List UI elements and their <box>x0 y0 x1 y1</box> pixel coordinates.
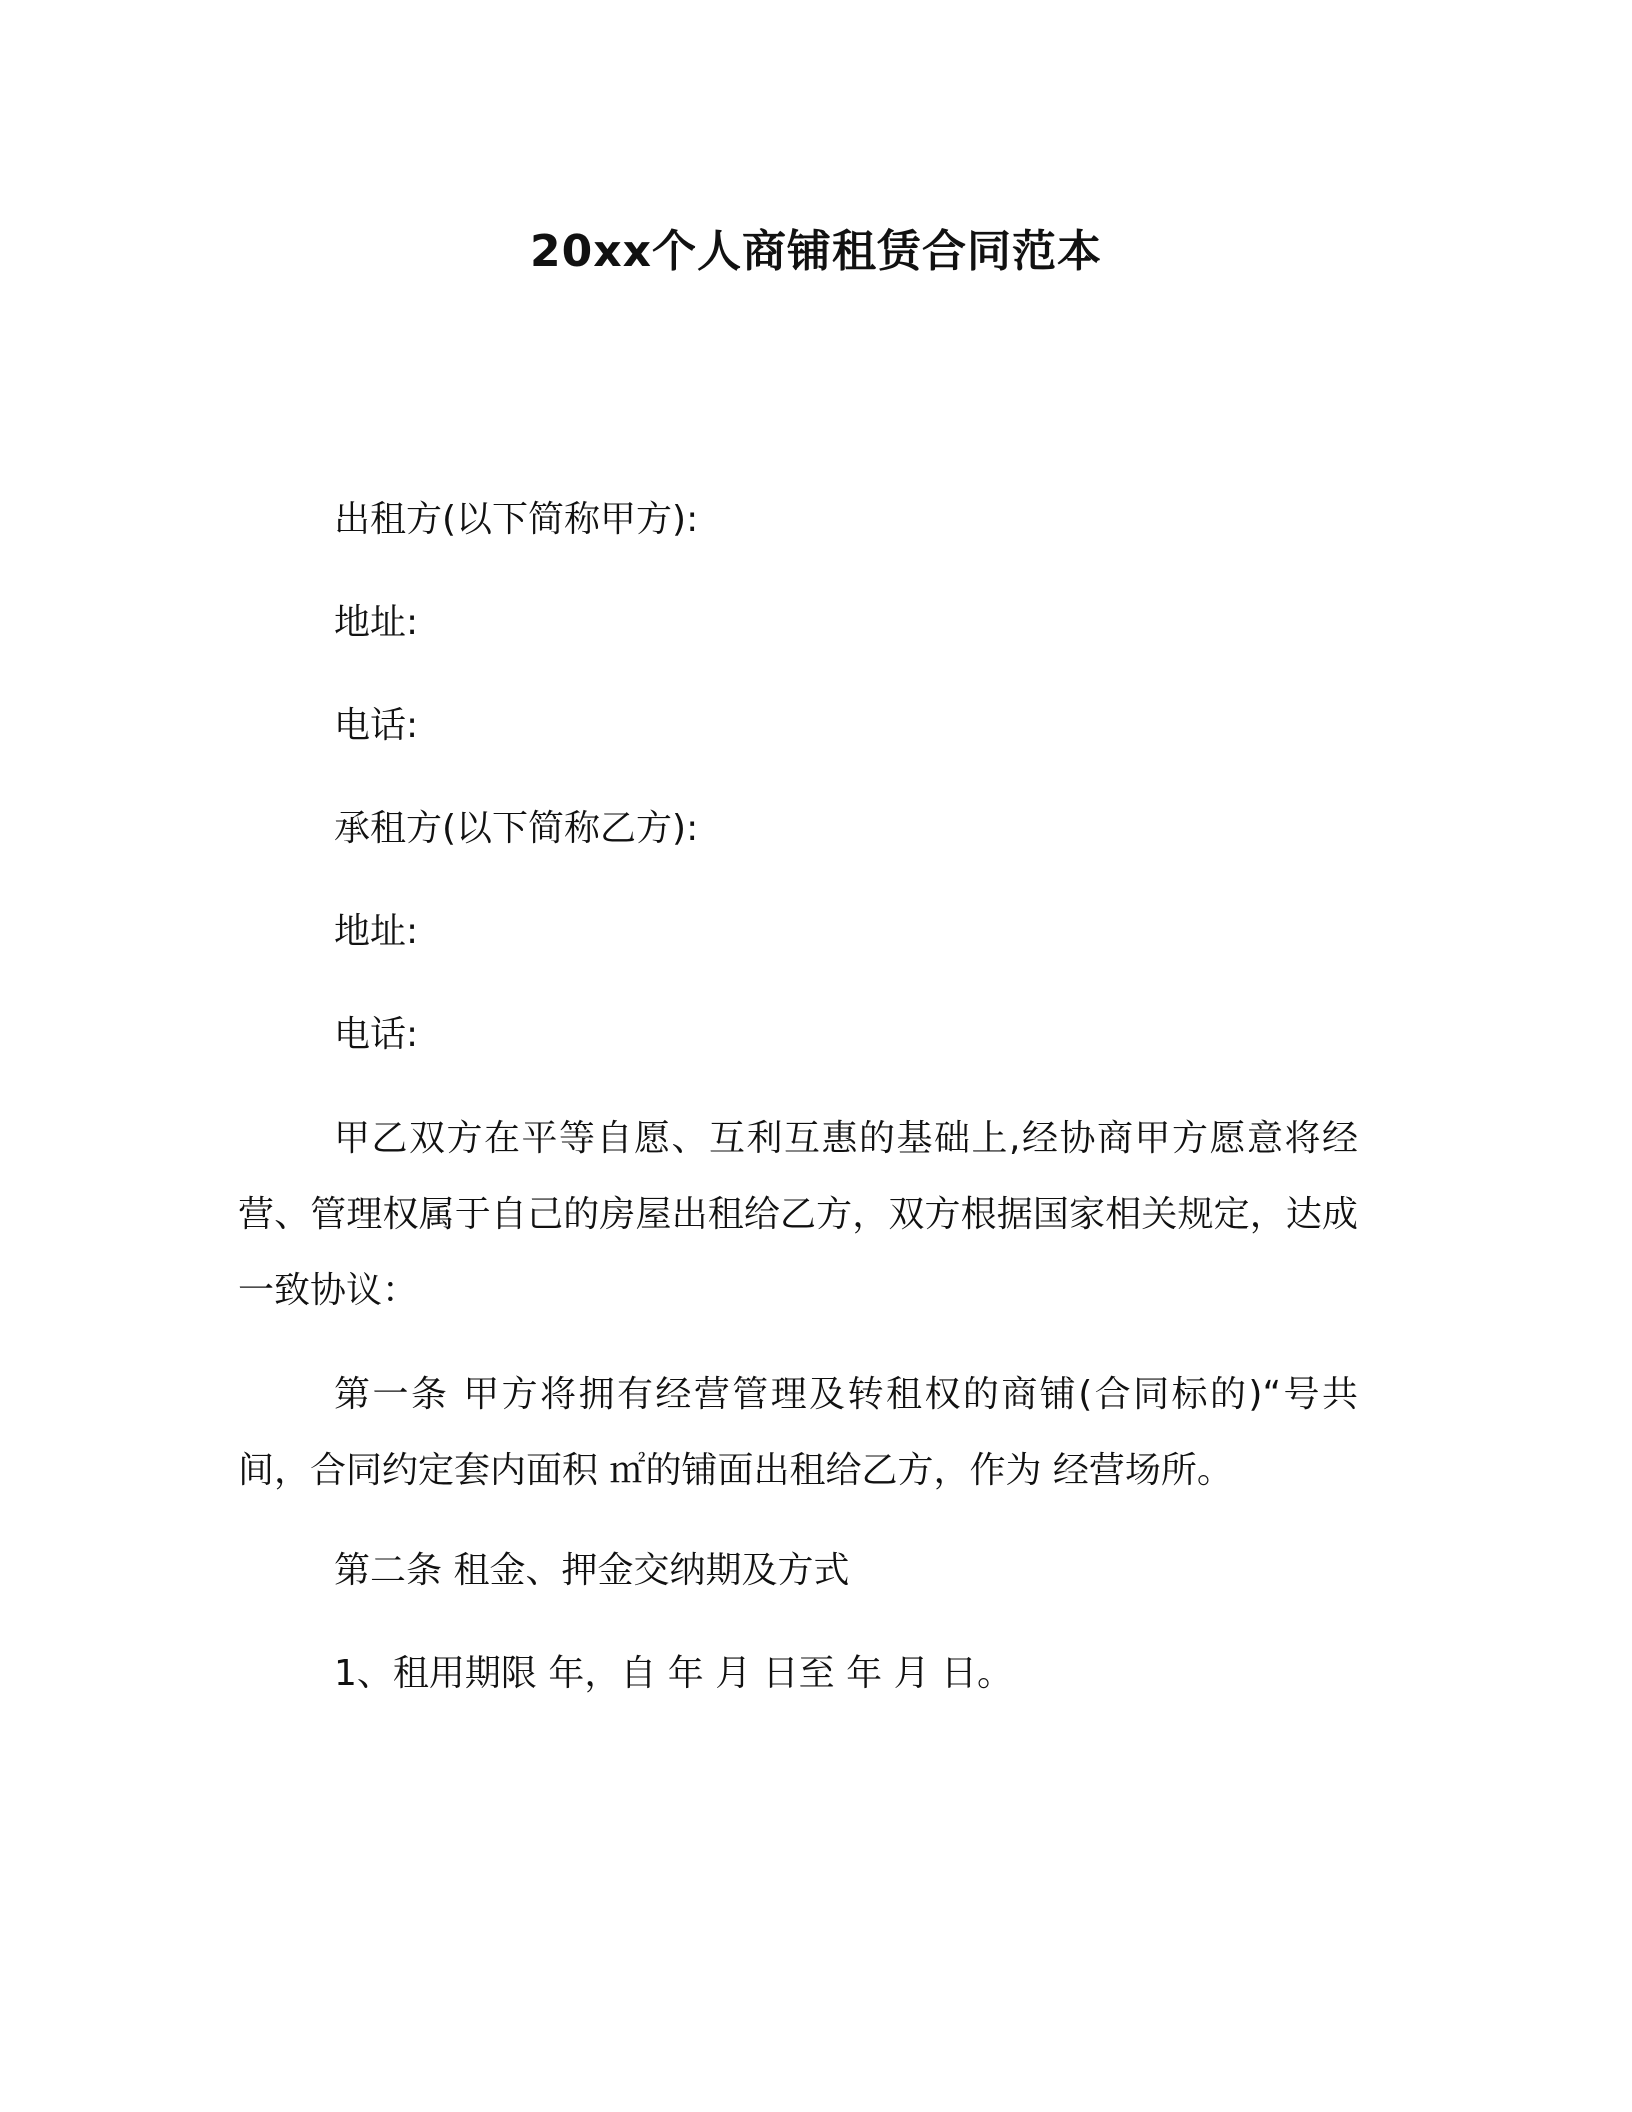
party-b-heading: 承租方(以下简称乙方): <box>334 808 699 849</box>
party-a-address-label: 地址: <box>334 602 419 643</box>
party-b-address-label: 地址: <box>334 911 419 952</box>
article-2-item-1: 1、租用期限 年，自 年 月 日至 年 月 日。 <box>334 1653 1014 1694</box>
intro-paragraph: 甲乙双方在平等自愿、互利互惠的基础上,经协商甲方愿意将经营、管理权属于自己的房屋出租给乙方，双方根据国家相关规定，达成一致协议： <box>238 1118 1358 1311</box>
party-b-phone-label: 电话: <box>334 1014 419 1055</box>
party-a-heading: 出租方(以下简称甲方): <box>334 499 699 540</box>
article-2-heading: 第二条 租金、押金交纳期及方式 <box>334 1550 850 1591</box>
document-title: 20xx个人商铺租赁合同范本 <box>530 226 1102 277</box>
party-a-phone-label: 电话: <box>334 705 419 746</box>
article-1-paragraph: 第一条 甲方将拥有经营管理及转租权的商铺(合同标的)“号共间，合同约定套内面积 ㎡的铺面出租给乙方，作为 经营场所。 <box>238 1374 1358 1491</box>
